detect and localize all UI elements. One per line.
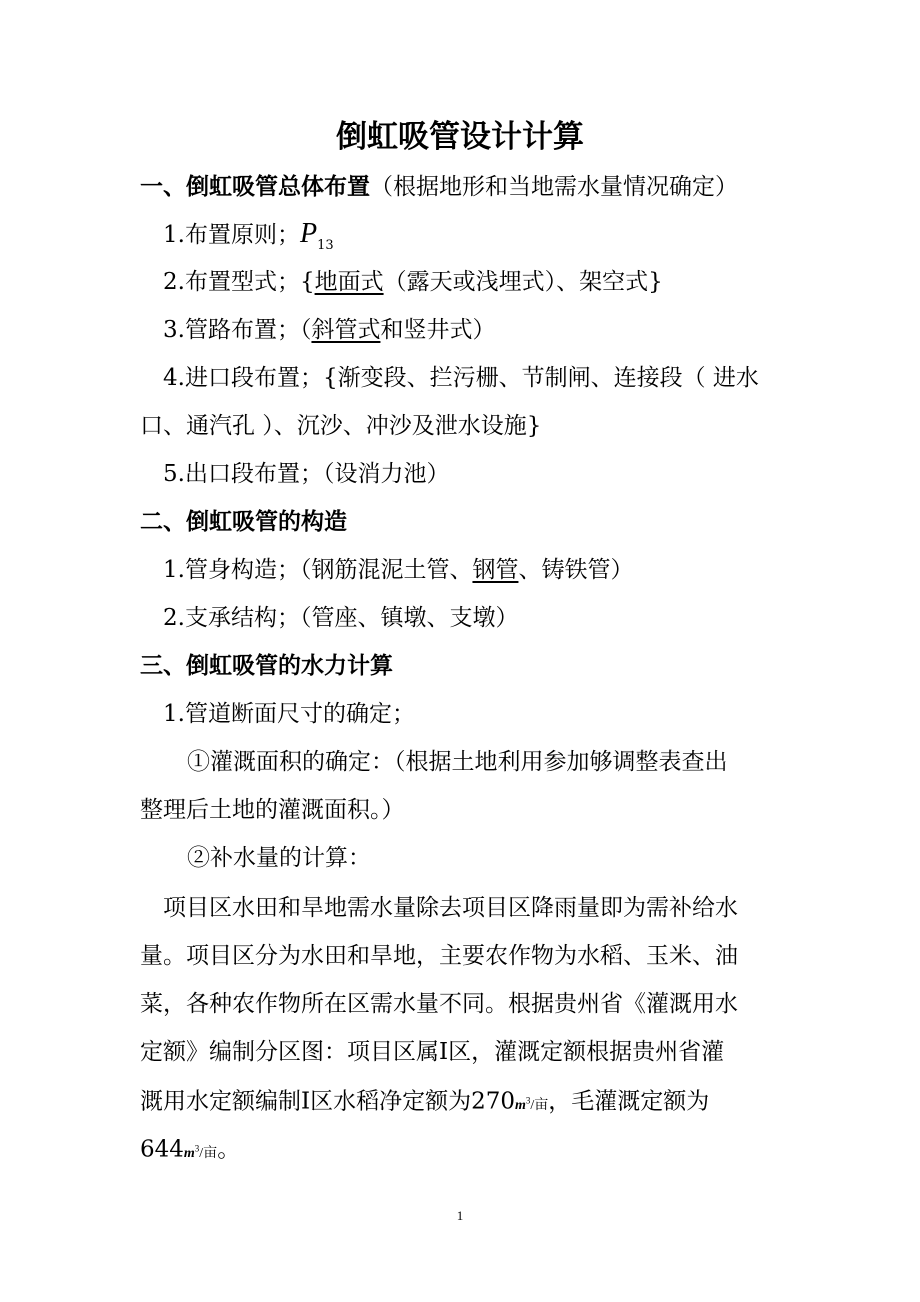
- section1-item5: 5.出口段布置；（设消力池）: [163, 461, 450, 487]
- section1-heading-note: （根据地形和当地需水量情况确定）: [370, 174, 738, 200]
- item3-prefix: 3.管路布置；（: [163, 317, 312, 343]
- s2-item1-suffix: 、铸铁管）: [518, 557, 634, 583]
- unit-m: m: [515, 1097, 526, 1113]
- unit-label-1: [515, 1095, 549, 1113]
- section1-item1: [163, 219, 334, 254]
- para5-prefix: 溉用水定额编制Ⅰ区水稻净定额为: [140, 1088, 472, 1115]
- section1-item2: [163, 267, 663, 297]
- paragraph-line5: [140, 1085, 709, 1121]
- item2-underlined: 地面式: [314, 269, 384, 295]
- section2-item2: 2.支承结构；（管座、镇墩、支墩）: [163, 605, 519, 631]
- s2-item1-prefix: 1.管身构造；（钢筋混泥土管、: [163, 557, 473, 583]
- unit-exp: 3: [194, 1143, 200, 1153]
- unit-label-2: [183, 1143, 218, 1161]
- paragraph-line6: [140, 1133, 240, 1169]
- unit-exp: 3: [525, 1095, 531, 1105]
- section1-heading-text: 一、倒虹吸管总体布置: [140, 173, 370, 200]
- para6-suffix: 。: [217, 1136, 241, 1163]
- item2-prefix: 2.布置型式；{: [163, 269, 315, 295]
- section1-item3: [163, 315, 495, 345]
- item3-suffix: 和竖井式）: [380, 317, 496, 343]
- net-quota-value: 270: [471, 1088, 515, 1115]
- page-ref-p: P: [299, 218, 318, 249]
- section3-sub1-line2: 整理后土地的灌溉面积。）: [140, 797, 405, 823]
- section1-item4-line1: 4.进口段布置；{渐变段、拦污栅、节制闸、连接段（ 进水: [163, 365, 759, 391]
- s2-item1-underlined: 钢管: [472, 557, 519, 583]
- unit-rest: /亩: [199, 1145, 218, 1161]
- section3-sub2: ②补水量的计算：: [187, 845, 371, 871]
- item2-suffix: （露天或浅埋式）、架空式}: [383, 269, 663, 295]
- paragraph-line2: 量。项目区分为水田和旱地，主要农作物为水稻、玉米、油: [140, 943, 738, 969]
- page-number: 1: [456, 1208, 464, 1223]
- section3-item1: 1.管道断面尺寸的确定；: [163, 701, 415, 727]
- section2-heading: 二、倒虹吸管的构造: [140, 508, 347, 535]
- section3-heading: 三、倒虹吸管的水力计算: [140, 652, 393, 679]
- item3-underlined: 斜管式: [311, 317, 381, 343]
- para5-suffix: ，毛灌溉定额为: [548, 1088, 710, 1115]
- section1-heading: [140, 172, 738, 202]
- page-title: 倒虹吸管设计计算: [336, 119, 584, 155]
- unit-m: m: [183, 1145, 195, 1161]
- paragraph-line4: 定额》编制分区图：项目区属Ⅰ区，灌溉定额根据贵州省灌: [140, 1039, 725, 1065]
- gross-quota-value: 644: [140, 1136, 184, 1163]
- section2-item1: [163, 555, 633, 585]
- section1-item4-line2: 口、通汽孔 ）、沉沙、冲沙及泄水设施}: [140, 413, 542, 439]
- page-ref-sub: 13: [317, 238, 334, 253]
- section3-sub1-line1: ①灌溉面积的确定：（根据土地利用参加够调整表查出: [187, 749, 728, 775]
- paragraph-line3: 菜，各种农作物所在区需水量不同。根据贵州省《灌溉用水: [140, 991, 738, 1017]
- paragraph-line1: 项目区水田和旱地需水量除去项目区降雨量即为需补给水: [163, 895, 738, 921]
- item1-text: 1.布置原则；: [163, 222, 300, 248]
- unit-rest: /亩: [530, 1097, 549, 1113]
